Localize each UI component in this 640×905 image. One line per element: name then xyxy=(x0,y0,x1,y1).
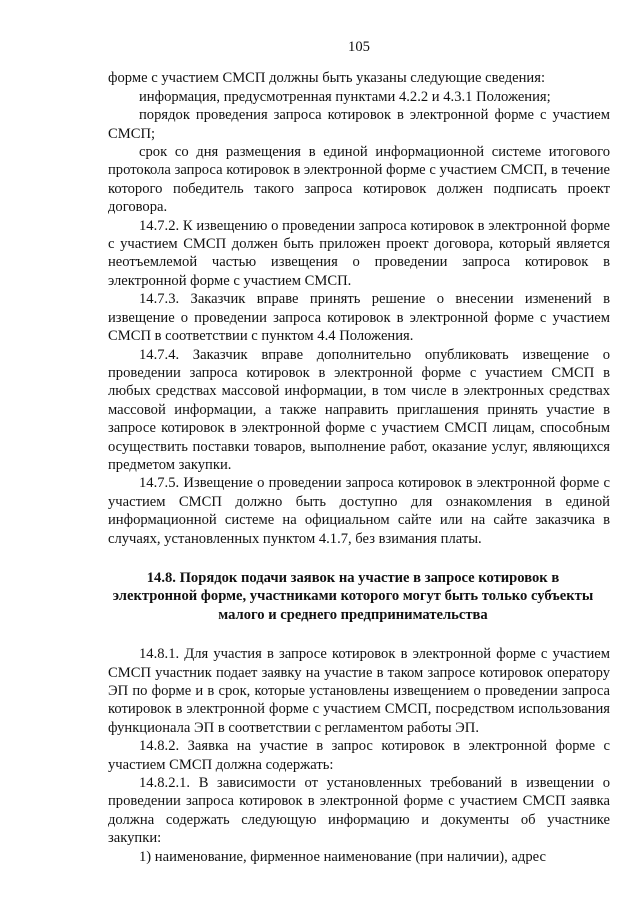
page-number: 105 xyxy=(348,39,370,55)
paragraph-14-8-2: 14.8.2. Заявка на участие в запрос котировок в электронной форме с участием СМСП должна содержать: xyxy=(108,738,610,773)
document-page xyxy=(108,38,610,866)
section-heading-14-8: 14.8. Порядок подачи заявок на участие в запросе котировок в электронной форме, участниками которого могут быть только субъекты малого и среднего предпринимательства xyxy=(112,569,594,623)
paragraph: форме с участием СМСП должны быть указаны следующие сведения: xyxy=(108,70,546,87)
paragraph-14-7-3: 14.7.3. Заказчик вправе принять решение о внесении изменений в извещение о проведении запроса котировок в электронной форме с участием СМСП в соответствии с пунктом 4.4 Положения. xyxy=(108,291,610,345)
paragraph-14-7-4: 14.7.4. Заказчик вправе дополнительно опубликовать извещение о проведении запроса котировок в электронной форме с участием СМСП в любых средствах массовой информации, в том числе в электронных средствах массовой информации, а также направить приглашения принять участие в запросе котировок в электронной форме с участием СМСП лицам, способным осуществить поставки товаров, выполнение работ, оказание услуг, являющихся предметом закупки. xyxy=(108,346,610,473)
paragraph-14-8-2-1: 14.8.2.1. В зависимости от установленных требований в извещении о проведении запроса котировок в электронной форме с участием СМСП заявка должна содержать следующую информацию и документы об участнике закупки: xyxy=(108,775,610,847)
paragraph-14-7-2: 14.7.2. К извещению о проведении запроса котировок в электронной форме с участием СМСП должен быть приложен проект договора, который является неотъемлемой частью извещения о проведении запроса котировок в электронной форме с участием СМСП. xyxy=(108,217,610,289)
list-item: 1) наименование, фирменное наименование (при наличии), адрес xyxy=(139,848,546,865)
paragraph: срок со дня размещения в единой информационной системе итогового протокола запроса котировок в электронной форме с участием СМСП, в течение которого победитель такого запроса котировок должен подписать проект договора. xyxy=(108,144,610,216)
paragraph: порядок проведения запроса котировок в электронной форме с участием СМСП; xyxy=(108,107,610,142)
paragraph-14-7-5: 14.7.5. Извещение о проведении запроса котировок в электронной форме с участием СМСП должно быть доступно для ознакомления в единой информационной системе на официальном сайте или на сайте заказчика в случаях, установленных пунктом 4.1.7, без взимания платы. xyxy=(108,475,610,547)
paragraph-14-8-1: 14.8.1. Для участия в запросе котировок в электронной форме с участием СМСП участник подает заявку на участие в таком запросе котировок оператору ЭП по форме и в срок, которые установлены извещением о проведении запроса котировок в электронной форме с участием СМСП, посредством использования функционала ЭП в соответствии с регламентом работы ЭП. xyxy=(108,646,610,736)
paragraph: информация, предусмотренная пунктами 4.2.2 и 4.3.1 Положения; xyxy=(139,88,551,105)
